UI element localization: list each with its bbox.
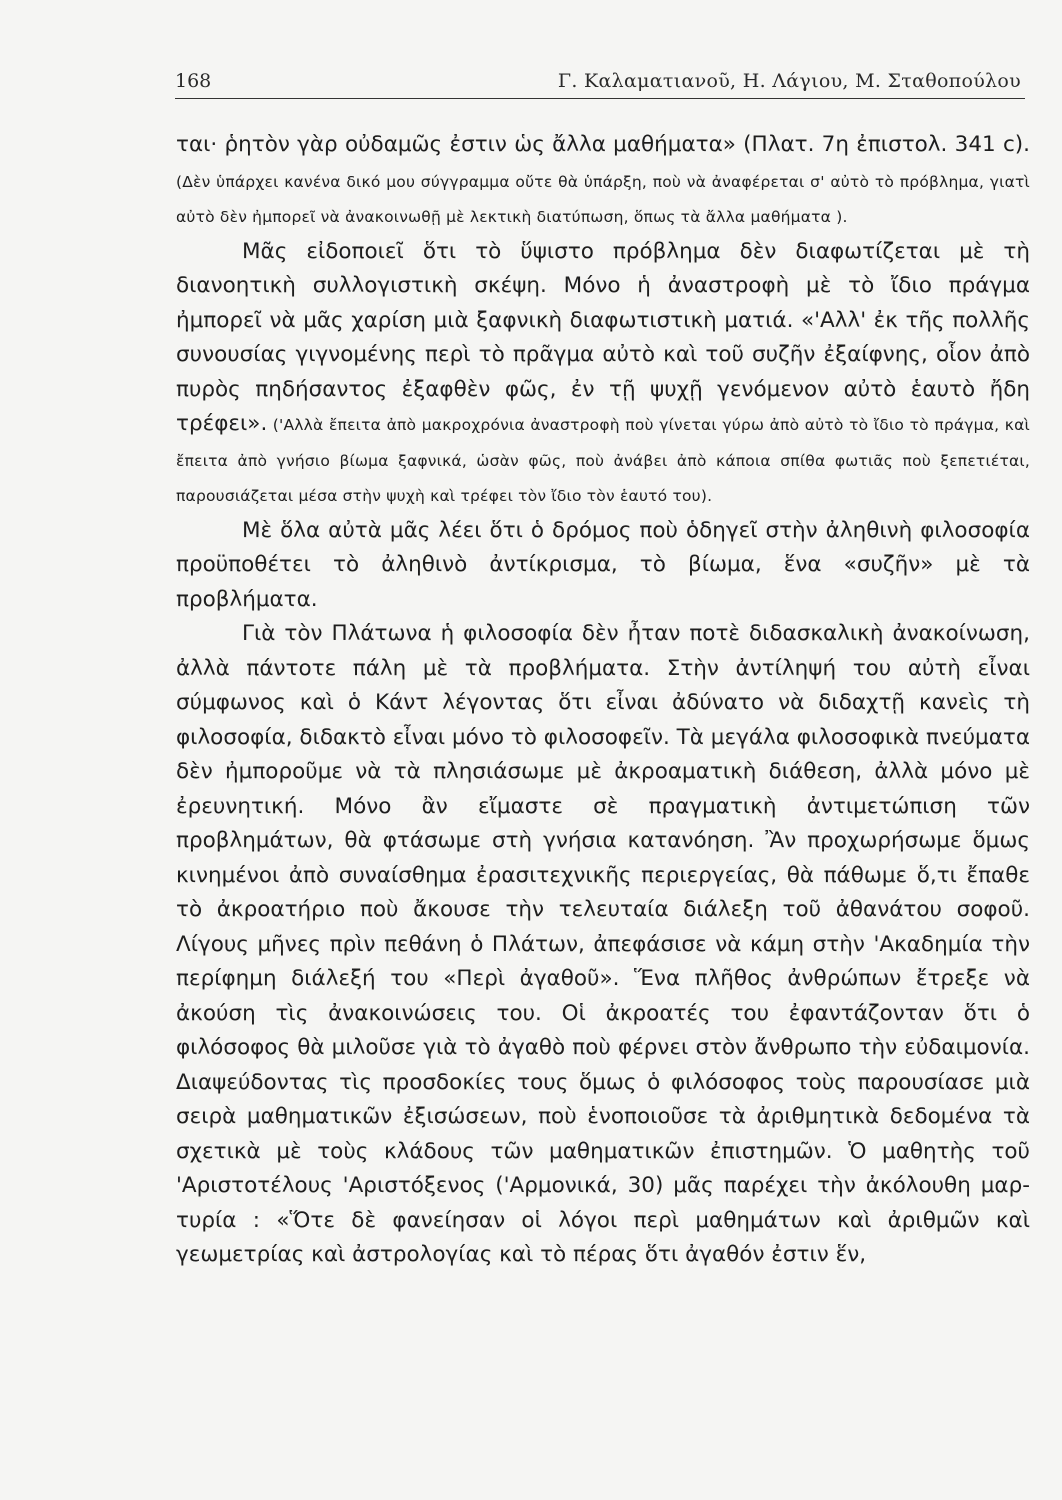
header-rule	[175, 98, 1025, 99]
paragraph-3-text: Μὲ ὅλα αὐτὰ μᾶς λέει ὅτι ὁ δρόμος ποὺ ὁδηγεῖ στὴν ἀληθινὴ φιλοσοφία προϋποθέτει τὸ ἀληθινὸ ἀντίκρισμα, τὸ βίωμα, ἕνα «συζῆν» μὲ τὰ προβλήματα.	[176, 517, 1030, 612]
running-head-authors: Γ. Καλαματιανοῦ, Η. Λάγιου, Μ. Σταθοπούλου	[557, 70, 1021, 92]
paragraph-2-translation: ('Αλλὰ ἔπειτα ἀπὸ μακροχρόνια ἀναστροφὴ ποὺ γίνεται γύρω ἀπὸ αὐτὸ τὸ ἴδιο τὸ πράγμα, καὶ ἔπειτα ἀπὸ γνήσιο βίωμα ξαφνικά, ὡσὰν φῶς, ποὺ ἀνάβει ἀπὸ κάποια σπίθα φωτιᾶς ποὺ ξεπετιέται, παρουσιάζεται μέσα στὴν ψυχὴ καὶ τρέφει τὸν ἴδιο τὸν ἑαυτό του).	[176, 416, 1030, 505]
paragraph-3	[176, 514, 1030, 618]
paragraph-1-text: ται· ῥητὸν γὰρ οὐδαμῶς ἐστιν ὡς ἄλλα μαθήματα» (Πλατ. 7η ἐπιστολ. 341 c).	[176, 132, 1030, 157]
paragraph-4	[176, 617, 1030, 1273]
paragraph-1	[176, 128, 1030, 235]
body-text	[176, 128, 1030, 1273]
running-head	[175, 62, 1025, 98]
page-number: 168	[175, 70, 212, 92]
paragraph-1-translation: (Δὲν ὑπάρχει κανένα δικό μου σύγγραμμα οὔτε θὰ ὑπάρξη, ποὺ νὰ ἀναφέρεται σ' αὐτὸ τὸ πρόβλημα, γιατὶ αὐτὸ δὲν ἠμπορεῖ νὰ ἀνακοινωθῇ μὲ λεκτικὴ διατύπωση, ὅπως τὰ ἄλλα μαθήματα ).	[176, 172, 1030, 226]
paragraph-4-text: Γιὰ τὸν Πλάτωνα ἡ φιλοσοφία δὲν ἦταν ποτὲ διδασκαλικὴ ἀνακοίνωση, ἀλλὰ πάντοτε πάλη μὲ τὰ προβλήματα. Στὴν ἀντίληψή του αὐτὴ εἶναι σύμφωνος καὶ ὁ Κάντ λέγοντας ὅτι εἶναι ἀδύνατο νὰ διδαχτῇ κανεὶς τὴ φιλοσοφία, διδακτὸ εἶναι μόνο τὸ φιλοσοφεῖν. Τὰ μεγάλα φιλοσοφικὰ πνεύματα δὲν ἠμποροῦμε νὰ τὰ πλησιάσωμε μὲ ἀκροαματικὴ διάθεση, ἀλλὰ μόνο μὲ ἐρευνητική. Μόνο ἂν εἴμαστε σὲ πραγματικὴ ἀντιμετώπιση τῶν προβλημάτων, θὰ φτάσωμε στὴ γνήσια κατανόηση. Ἂν προχωρήσωμε ὅμως κινημένοι ἀπὸ συναίσθημα ἐρασιτεχνικῆς περιεργείας, θὰ πάθωμε ὅ,τι ἔπαθε τὸ ἀκροατήριο ποὺ ἄκουσε τὴν τελευταία διάλεξη τοῦ ἀθανάτου σοφοῦ. Λίγους μῆνες πρὶν πεθάνη ὁ Πλάτων, ἀπεφάσισε νὰ κάμη στὴν 'Ακαδημία τὴν περίφημη διάλεξή του «Περὶ ἀγαθοῦ». Ἕνα πλῆθος ἀνθρώπων ἔτρεξε νὰ ἀκούση τὶς ἀνακοινώσεις του. Οἱ ἀκροατές του ἐφαντάζονταν ὅτι ὁ φιλόσοφος θὰ μιλοῦσε γιὰ τὸ ἀγαθὸ ποὺ φέρνει στὸν ἄνθρωπο τὴν εὐδαιμονία. Διαψεύδοντας τὶς προσδοκίες τους ὅμως ὁ φιλόσοφος τοὺς παρουσίασε μιὰ σειρὰ μαθηματικῶν ἐξισώσεων, ποὺ ἑνοποιοῦσε τὰ ἀριθμητικὰ δεδομένα τὰ σχετικὰ μὲ τοὺς κλάδους τῶν μαθηματικῶν ἐπιστημῶν. Ὁ μαθητὴς τοῦ 'Αριστοτέλους 'Αριστόξενος ('Αρμονικά, 30) μᾶς παρέχει τὴν ἀκόλουθη μαρτυρία : «Ὅτε δὲ φανείησαν οἱ λόγοι περὶ μαθημάτων καὶ ἀριθμῶν καὶ γεωμετρίας καὶ ἀστρολογίας καὶ τὸ πέρας ὅτι ἀγαθόν ἐστιν ἕν,	[176, 621, 1030, 1267]
paragraph-2-text: Μᾶς εἰδοποιεῖ ὅτι τὸ ὕψιστο πρόβλημα δὲν διαφωτίζεται μὲ τὴ διανοητικὴ συλλογιστικὴ σκέψη. Μόνο ἡ ἀναστροφὴ μὲ τὸ ἴδιο πράγμα ἠμπορεῖ νὰ μᾶς χαρίση μιὰ ξαφνικὴ διαφωτιστικὴ ματιά. «'Αλλ' ἐκ τῆς πολλῆς συνουσίας γιγνομένης περὶ τὸ πρᾶγμα αὐτὸ καὶ τοῦ συζῆν ἐξαίφνης, οἷον ἀπὸ πυρὸς πηδήσαντος ἐξαφθὲν φῶς, ἐν τῇ ψυχῇ γενόμενον αὐτὸ ἑαυτὸ ἤδη τρέφει».	[176, 238, 1030, 436]
paragraph-2	[176, 235, 1030, 514]
